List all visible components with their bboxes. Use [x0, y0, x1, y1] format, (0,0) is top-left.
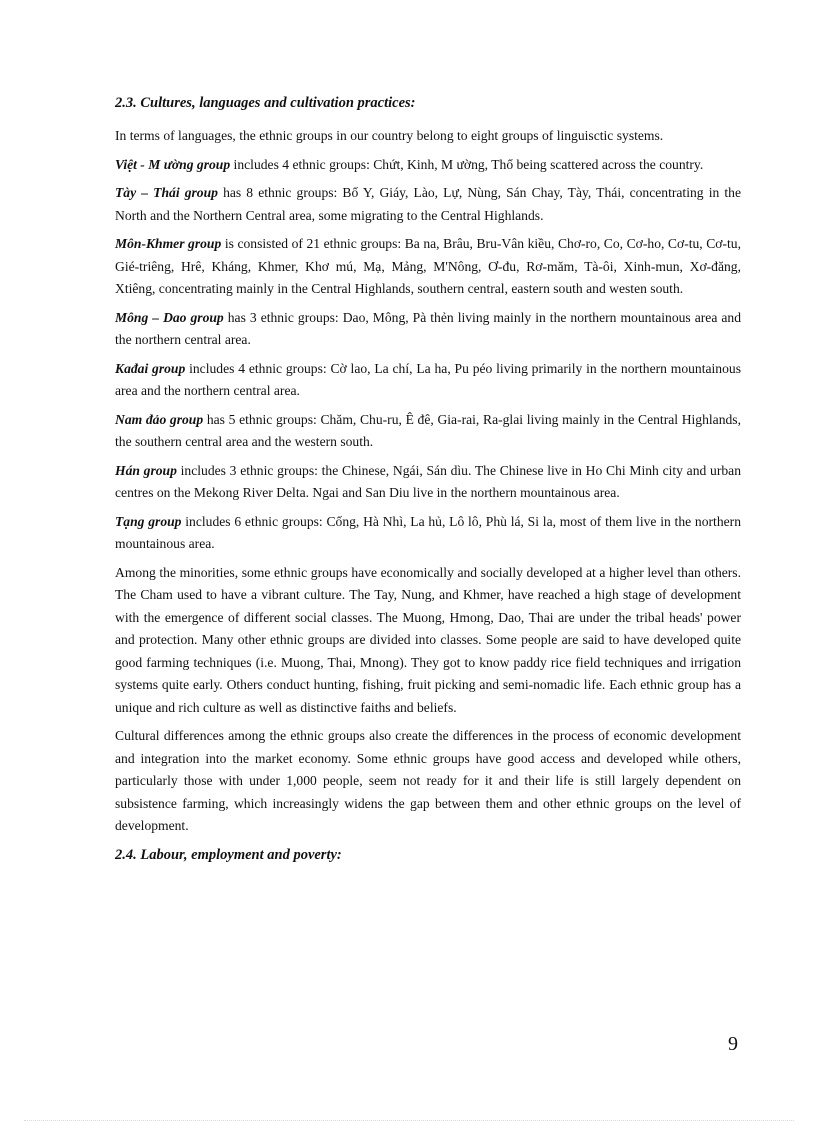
- intro-paragraph: In terms of languages, the ethnic groups in our country belong to eight groups of linguisctic systems.: [115, 128, 664, 143]
- group-text: is consisted of 21 ethnic groups: Ba na, Brâu, Bru-Vân kiều, Chơ-ro, Co, Cơ-ho, Cơ-tu, Cơ-tu, Gié-triêng, Hrê, Kháng, Khmer, Khơ mú, Mạ, Mảng, M'Nông, Ơ-đu, Rơ-măm, Tà-ôi, Xinh-mun, Xơ-đăng, Xtiêng, concentrating mainly in the Central Highlands, southern central, eastern south and westen south.: [115, 236, 741, 296]
- section-heading-2-3: 2.3. Cultures, languages and cultivation practices:: [115, 95, 416, 111]
- page-bottom-divider: [24, 1120, 794, 1121]
- group-name: Mông – Dao group: [115, 309, 224, 325]
- group-name: Việt - M ường group: [115, 156, 231, 172]
- section-heading-2-4: 2.4. Labour, employment and poverty:: [115, 846, 342, 863]
- group-name: Nam đảo group: [115, 411, 204, 427]
- group-text: has 8 ethnic groups: Bố Y, Giáy, Lào, Lự, Nùng, Sán Chay, Tày, Thái, concentrating in the North and the Northern Central area, some migrating to the Central Highlands.: [115, 185, 741, 223]
- group-paragraph-viet-muong: [115, 154, 741, 177]
- group-name: Môn-Khmer group: [115, 236, 222, 251]
- group-text: includes 3 ethnic groups: the Chinese, Ngái, Sán dìu. The Chinese live in Ho Chi Minh city and urban centres on the Mekong River Delta. Ngai and San Diu live in the northern mountainous area.: [115, 462, 741, 500]
- group-text: includes 4 ethnic groups: Cờ lao, La chí, La ha, Pu péo living primarily in the northern mountainous area and the northern central area.: [115, 360, 741, 398]
- group-text: includes 4 ethnic groups: Chứt, Kinh, M ường, Thổ being scattered across the country.: [230, 156, 704, 172]
- group-paragraph-tay-thai: [115, 182, 741, 227]
- group-text: has 5 ethnic groups: Chăm, Chu-ru, Ê đê, Gia-rai, Ra-glai living mainly in the Central Highlands, the southern central area and the western south.: [115, 411, 741, 449]
- group-text: includes 6 ethnic groups: Cống, Hà Nhì, La hủ, Lô lô, Phù lá, Si la, most of them live in the northern mountainous area.: [115, 513, 741, 551]
- group-paragraph-kadai: [115, 358, 741, 403]
- group-paragraph-tang: [115, 511, 741, 556]
- minorities-paragraph: Among the minorities, some ethnic groups have economically and socially developed at a higher level than others. The Cham used to have a vibrant culture. The Tay, Nung, and Khmer, have reached a high stage of development with the emergence of different social classes. The Muong, Hmong, Dao, Thai are under the tribal heads' power and protection. Many other ethnic groups are divided into classes. Some people are said to have developed quite good farming techniques (i.e. Muong, Thai, Mnong). They got to know paddy rice field techniques and irrigation systems quite early. Others conduct hunting, fishing, fruit picking and semi-nomadic life. Each ethnic group has a unique and rich culture as well as distinctive faiths and beliefs.: [115, 564, 741, 715]
- group-paragraph-nam-dao: [115, 409, 741, 454]
- cultural-differences-paragraph: Cultural differences among the ethnic groups also create the differences in the process of economic development and integration into the market economy. Some ethnic groups have good access and developed while others, particularly those with under 1,000 people, seem not ready for it and their life is still largely dependent on subsistence farming, which increasingly widens the gap between them and other ethnic groups on the level of development.: [115, 728, 741, 833]
- group-paragraph-mong-dao: [115, 307, 741, 352]
- page-number: 9: [728, 1033, 738, 1055]
- group-text: has 3 ethnic groups: Dao, Mông, Pà thẻn living mainly in the northern mountainous area and the northern central area.: [115, 309, 741, 347]
- group-name: Kađai group: [115, 360, 186, 376]
- group-paragraph-han: [115, 460, 741, 505]
- group-paragraph-mon-khmer: [115, 233, 741, 301]
- document-page: [115, 94, 741, 877]
- group-name: Tày – Thái group: [115, 185, 218, 200]
- group-name: Tạng group: [115, 513, 182, 529]
- group-name: Hán group: [115, 462, 177, 478]
